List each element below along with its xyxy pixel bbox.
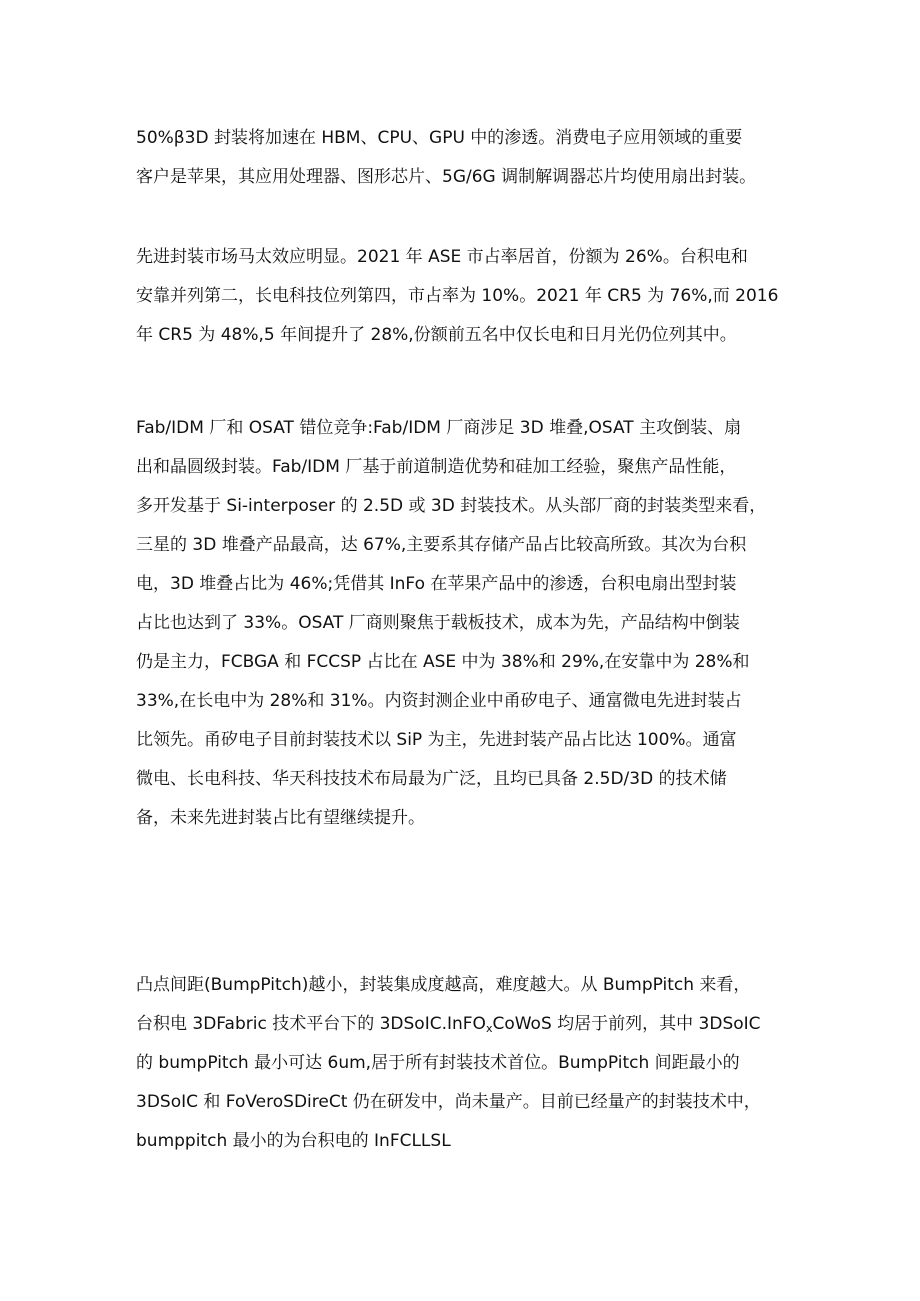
paragraph-line: 50%β3D 封装将加速在 HBM、CPU、GPU 中的渗透。消费电子应用领域的重要 bbox=[136, 128, 743, 148]
paragraph-line: 电，3D 堆叠占比为 46%;凭借其 InFo 在苹果产品中的渗透，台积电扇出型封装 bbox=[136, 574, 737, 594]
paragraph-line: Fab/IDM 厂和 OSAT 错位竞争:Fab/IDM 厂商涉足 3D 堆叠,OSAT 主攻倒装、扇 bbox=[136, 418, 742, 438]
paragraph-line: 仍是主力，FCBGA 和 FCCSP 占比在 ASE 中为 38%和 29%,在安靠中为 28%和 bbox=[136, 652, 750, 672]
line-text: 台积电 3DFabric 技术平台下的 3DSoIC.InFO bbox=[136, 1014, 486, 1034]
paragraph-line: 三星的 3D 堆叠产品最高，达 67%,主要系其存储产品占比较高所致。其次为台积 bbox=[136, 535, 747, 555]
paragraph-1 bbox=[136, 119, 816, 197]
paragraph-line bbox=[136, 1005, 816, 1044]
paragraph-line: 备，未来先进封装占比有望继续提升。 bbox=[136, 808, 425, 828]
paragraph-line: 的 bumpPitch 最小可达 6um,居于所有封装技术首位。BumpPitch 间距最小的 bbox=[136, 1053, 740, 1073]
line-text: CoWoS 均居于前列，其中 3DSoIC bbox=[492, 1014, 761, 1034]
paragraph-line: 出和晶圆级封装。Fab/IDM 厂基于前道制造优势和硅加工经验，聚焦产品性能， bbox=[136, 457, 737, 477]
paragraph-line: 微电、长电科技、华天科技技术布局最为广泛，且均已具备 2.5D/3D 的技术储 bbox=[136, 769, 727, 789]
paragraph-line: 比领先。甬矽电子目前封装技术以 SiP 为主，先进封装产品占比达 100%。通富 bbox=[136, 730, 737, 750]
paragraph-3 bbox=[136, 409, 816, 838]
paragraph-4 bbox=[136, 966, 816, 1161]
paragraph-line: 客户是苹果，其应用处理器、图形芯片、5G/6G 调制解调器芯片均使用扇出封装。 bbox=[136, 167, 757, 187]
paragraph-line: bumppitch 最小的为台积电的 InFCLLSL bbox=[136, 1131, 451, 1151]
paragraph-line: 占比也达到了 33%。OSAT 厂商则聚焦于载板技术，成本为先，产品结构中倒装 bbox=[136, 613, 740, 633]
paragraph-line: 33%,在长电中为 28%和 31%。内资封测企业中甬矽电子、通富微电先进封装占 bbox=[136, 691, 742, 711]
paragraph-2 bbox=[136, 238, 816, 355]
paragraph-line: 凸点间距(BumpPitch)越小，封装集成度越高，难度越大。从 BumpPitch 来看， bbox=[136, 975, 751, 995]
paragraph-line: 多开发基于 Si-interposer 的 2.5D 或 3D 封装技术。从头部厂商的封装类型来看， bbox=[136, 496, 767, 516]
paragraph-line: 先进封装市场马太效应明显。2021 年 ASE 市占率居首，份额为 26%。台积电和 bbox=[136, 247, 748, 267]
paragraph-line: 3DSoIC 和 FoVeroSDireCt 仍在研发中，尚未量产。目前已经量产的封装技术中， bbox=[136, 1092, 761, 1112]
paragraph-line: 安靠并列第二，长电科技位列第四，市占率为 10%。2021 年 CR5 为 76%,而 2016 bbox=[136, 286, 779, 306]
paragraph-line: 年 CR5 为 48%,5 年间提升了 28%,份额前五名中仅长电和日月光仍位列其中。 bbox=[136, 325, 737, 345]
subscript-text: x bbox=[485, 1022, 493, 1035]
